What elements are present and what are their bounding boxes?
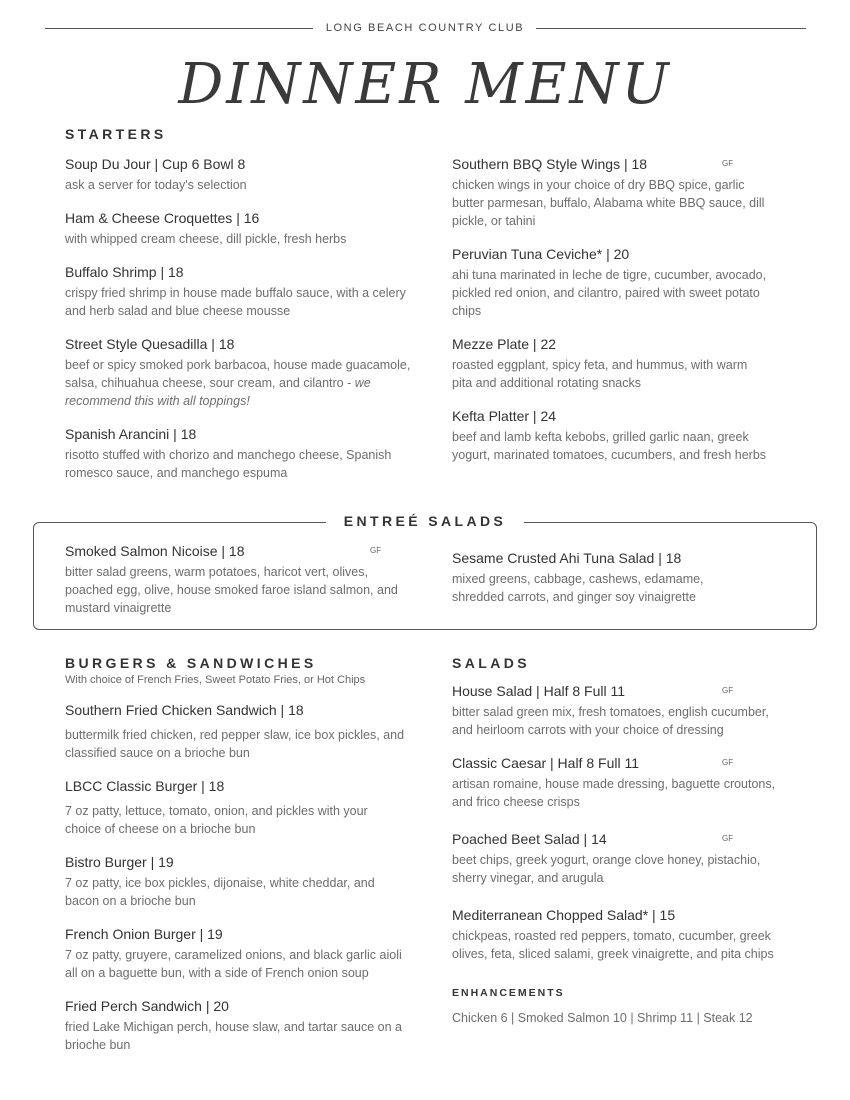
item-name xyxy=(452,753,792,773)
menu-item xyxy=(65,424,420,482)
menu-item xyxy=(65,996,405,1054)
item-description: with whipped cream cheese, dill pickle, fresh herbs xyxy=(65,232,347,246)
menu-item xyxy=(65,852,405,910)
gluten-free-badge: GF xyxy=(722,834,734,843)
menu-item xyxy=(65,700,405,762)
club-name: LONG BEACH COUNTRY CLUB xyxy=(325,22,525,34)
starters-left-column xyxy=(65,154,420,496)
menu-item xyxy=(452,753,792,811)
menu-item xyxy=(65,154,420,194)
enhancements-heading: ENHANCEMENTS xyxy=(452,987,565,999)
item-description-note: we recommend this with all toppings! xyxy=(65,376,371,408)
item-description: buttermilk fried chicken, red pepper slaw, ice box pickles, and classified sauce on a brioche bun xyxy=(65,728,405,760)
starters-right-column xyxy=(452,154,767,478)
item-description: 7 oz patty, lettuce, tomato, onion, and pickles with your choice of cheese on a brioche bun xyxy=(65,804,368,836)
menu-item xyxy=(452,681,792,739)
item-name-text: Smoked Salmon Nicoise | 18 xyxy=(65,543,245,559)
burgers-heading: BURGERS & SANDWICHES xyxy=(65,655,317,671)
entree-salads-left xyxy=(65,541,415,631)
item-name xyxy=(65,541,415,561)
gluten-free-badge: GF xyxy=(370,546,382,555)
menu-item xyxy=(65,208,420,248)
menu-item xyxy=(452,244,767,320)
item-description: beet chips, greek yogurt, orange clove honey, pistachio, sherry vinegar, and arugula xyxy=(452,853,761,885)
item-name: Kefta Platter | 24 xyxy=(452,408,557,424)
entree-salads-heading: ENTREÉ SALADS xyxy=(326,513,524,529)
item-description: bitter salad green mix, fresh tomatoes, english cucumber, and heirloom carrots with your choice of dressing xyxy=(452,705,769,737)
item-name-text: Poached Beet Salad | 14 xyxy=(452,831,607,847)
item-description xyxy=(65,356,420,410)
menu-item xyxy=(452,154,767,230)
starters-heading: STARTERS xyxy=(65,126,167,142)
entree-salads-heading-wrap xyxy=(0,513,850,531)
item-description: chickpeas, roasted red peppers, tomato, cucumber, greek olives, feta, sliced salami, greek vinaigrette, and pita chips xyxy=(452,929,774,961)
item-name xyxy=(452,829,792,849)
salads-heading: SALADS xyxy=(452,655,530,671)
menu-item xyxy=(452,334,767,392)
item-name xyxy=(452,154,767,174)
menu-item xyxy=(65,924,405,982)
item-description: 7 oz patty, gruyere, caramelized onions, and black garlic aioli all on a baguette bun, with a side of French onion soup xyxy=(65,948,402,980)
item-description: crispy fried shrimp in house made buffalo sauce, with a celery and herb salad and blue cheese mousse xyxy=(65,286,406,318)
item-name-text: Classic Caesar | Half 8 Full 11 xyxy=(452,755,639,771)
menu-item xyxy=(65,262,420,320)
entree-salads-right xyxy=(452,548,752,620)
item-description: 7 oz patty, ice box pickles, dijonaise, white cheddar, and bacon on a brioche bun xyxy=(65,876,375,908)
item-name: French Onion Burger | 19 xyxy=(65,926,223,942)
item-name-text: Southern BBQ Style Wings | 18 xyxy=(452,156,648,172)
menu-item xyxy=(452,548,752,606)
item-description-text: beef or spicy smoked pork barbacoa, house made guacamole, salsa, chihuahua cheese, sour cream, and cilantro - xyxy=(65,358,411,390)
menu-item xyxy=(452,905,792,963)
item-description: risotto stuffed with chorizo and manchego cheese, Spanish romesco sauce, and manchego espuma xyxy=(65,448,392,480)
item-description: artisan romaine, house made dressing, baguette croutons, and frico cheese crisps xyxy=(452,777,776,809)
item-description: bitter salad greens, warm potatoes, haricot vert, olives, poached egg, olive, house smoked faroe island salmon, and mustard vinaigrette xyxy=(65,565,398,615)
burgers-note: With choice of French Fries, Sweet Potato Fries, or Hot Chips xyxy=(65,674,366,686)
item-name: Soup Du Jour | Cup 6 Bowl 8 xyxy=(65,156,246,172)
item-description: beef and lamb kefta kebobs, grilled garlic naan, greek yogurt, marinated tomatoes, cucumbers, and fresh herbs xyxy=(452,430,767,462)
item-name: Buffalo Shrimp | 18 xyxy=(65,264,184,280)
burgers-column xyxy=(65,655,405,1068)
menu-item xyxy=(452,829,792,887)
salads-column xyxy=(452,655,792,1025)
menu-item xyxy=(65,541,415,617)
enhancements xyxy=(452,987,792,1025)
item-name-text: House Salad | Half 8 Full 11 xyxy=(452,683,626,699)
enhancements-list: Chicken 6 | Smoked Salmon 10 | Shrimp 11 | Steak 12 xyxy=(452,1011,753,1025)
item-description: fried Lake Michigan perch, house slaw, and tartar sauce on a brioche bun xyxy=(65,1020,403,1052)
item-description: mixed greens, cabbage, cashews, edamame, shredded carrots, and ginger soy vinaigrette xyxy=(452,572,704,604)
item-description: chicken wings in your choice of dry BBQ spice, garlic butter parmesan, buffalo, Alabama white BBQ sauce, dill pickle, or tahini xyxy=(452,178,765,228)
item-name: Street Style Quesadilla | 18 xyxy=(65,336,235,352)
gluten-free-badge: GF xyxy=(722,758,734,767)
gluten-free-badge: GF xyxy=(722,159,734,168)
gluten-free-badge: GF xyxy=(722,686,734,695)
item-name: Bistro Burger | 19 xyxy=(65,854,174,870)
item-name: Ham & Cheese Croquettes | 16 xyxy=(65,210,260,226)
menu-title: DINNER MENU xyxy=(178,52,672,117)
item-name: Spanish Arancini | 18 xyxy=(65,426,197,442)
menu-item xyxy=(452,406,767,464)
item-description: ahi tuna marinated in leche de tigre, cucumber, avocado, pickled red onion, and cilantro, paired with sweet potato chips xyxy=(452,268,767,318)
item-name: Peruvian Tuna Ceviche* | 20 xyxy=(452,246,630,262)
item-name xyxy=(452,681,792,701)
menu-item xyxy=(65,334,420,410)
item-name: Southern Fried Chicken Sandwich | 18 xyxy=(65,702,304,718)
item-description: roasted eggplant, spicy feta, and hummus, with warm pita and additional rotating snacks xyxy=(452,358,748,390)
item-name: Sesame Crusted Ahi Tuna Salad | 18 xyxy=(452,550,682,566)
item-name: Mediterranean Chopped Salad* | 15 xyxy=(452,907,676,923)
menu-item xyxy=(65,776,405,838)
item-name: Mezze Plate | 22 xyxy=(452,336,557,352)
item-name: LBCC Classic Burger | 18 xyxy=(65,778,225,794)
item-name: Fried Perch Sandwich | 20 xyxy=(65,998,229,1014)
item-description: ask a server for today's selection xyxy=(65,178,247,192)
